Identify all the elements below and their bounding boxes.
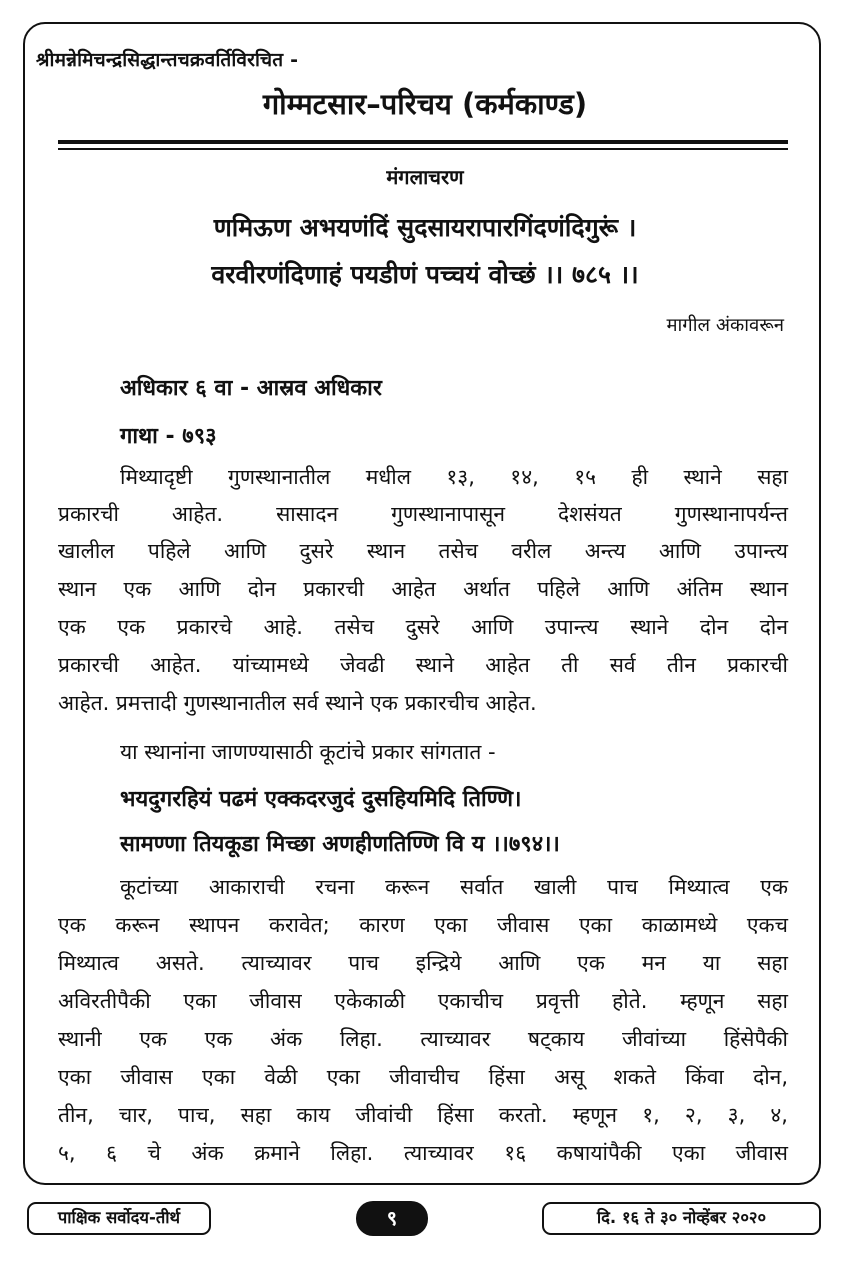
body-line: खालील पहिले आणि दुसरे स्थान तसेच वरील अन्त्य आणि उपान्त्य — [58, 539, 788, 563]
body-line: तीन, चार, पाच, सहा काय जीवांची हिंसा करतो. म्हणून १, २, ३, ४, — [58, 1103, 788, 1127]
section-heading-mangalacharan: मंगलाचरण — [386, 165, 464, 189]
gatha-heading: गाथा - ७९३ — [120, 424, 217, 449]
body-line: एक एक प्रकारचे आहे. तसेच दुसरे आणि उपान्त्य स्थाने दोन दोन — [58, 615, 788, 639]
adhikar-heading: अधिकार ६ वा - आस्रव अधिकार — [120, 376, 382, 401]
footer-page-number: ९ — [356, 1201, 428, 1236]
body-line: स्थान एक आणि दोन प्रकारची आहेत अर्थात पहिले आणि अंतिम स्थान — [58, 577, 788, 601]
body-line: मिथ्यादृष्टी गुणस्थानातील मधील १३, १४, १५ ही स्थाने सहा — [120, 465, 788, 489]
body-line: या स्थानांना जाणण्यासाठी कूटांचे प्रकार सांगतात - — [120, 740, 496, 764]
verse-line-1: णमिऊण अभयणंदिं सुदसायरापारगिंदणंदिगुरूं । — [213, 213, 637, 242]
body-line: प्रकारची आहेत. यांच्यामध्ये जेवढी स्थाने आहेत ती सर्व तीन प्रकारची — [58, 653, 788, 677]
body-line: अविरतीपैकी एका जीवास एकेकाळी एकाचीच प्रवृत्ती होते. म्हणून सहा — [58, 989, 788, 1013]
gatha-verse-line-2: सामण्णा तियकूडा मिच्छा अणहीणतिण्णि वि य ।।७९४।। — [120, 832, 560, 857]
body-line: कूटांच्या आकाराची रचना करून सर्वात खाली पाच मिथ्यात्व एक — [120, 875, 788, 899]
body-line: एक करून स्थापन करावेत; कारण एका जीवास एका काळामध्ये एकच — [58, 913, 788, 937]
body-line: आहेत. प्रमत्तादी गुणस्थानातील सर्व स्थाने एक प्रकारचीच आहेत. — [58, 691, 537, 715]
verse-line-2: वरवीरणंदिणाहं पयडीणं पच्चयं वोच्छं ।। ७८५ ।। — [211, 260, 639, 289]
body-line: स्थानी एक एक अंक लिहा. त्याच्यावर षट्काय जीवांच्या हिंसेपैकी — [58, 1027, 788, 1051]
gatha-verse-line-1: भयदुगरहियं पढमं एक्कदरजुदं दुसहियमिदि तिण्णि। — [120, 787, 522, 812]
title-rule-thin — [58, 148, 788, 150]
footer-date: दि. १६ ते ३० नोव्हेंबर २०२० — [542, 1202, 821, 1235]
body-line: प्रकारची आहेत. सासादन गुणस्थानापासून देशसंयत गुणस्थानापर्यन्त — [58, 502, 788, 526]
body-line: एका जीवास एका वेळी एका जीवाचीच हिंसा असू शकते किंवा दोन, — [58, 1065, 788, 1089]
footer-magazine-name: पाक्षिक सर्वोदय-तीर्थ — [27, 1202, 211, 1235]
body-line: ५, ६ चे अंक क्रमाने लिहा. त्याच्यावर १६ कषायांपैकी एका जीवास — [58, 1141, 788, 1165]
continued-credit: मागील अंकावरून — [666, 315, 784, 336]
title-rule-thick — [58, 140, 788, 144]
page-title: गोम्मटसार–परिचय (कर्मकाण्ड) — [262, 87, 588, 121]
body-line: मिथ्यात्व असते. त्याच्यावर पाच इन्द्रिये आणि एक मन या सहा — [58, 951, 788, 975]
author-line: श्रीमन्नेमिचन्द्रसिद्धान्तचक्रवर्तिविरचित - — [36, 49, 299, 71]
